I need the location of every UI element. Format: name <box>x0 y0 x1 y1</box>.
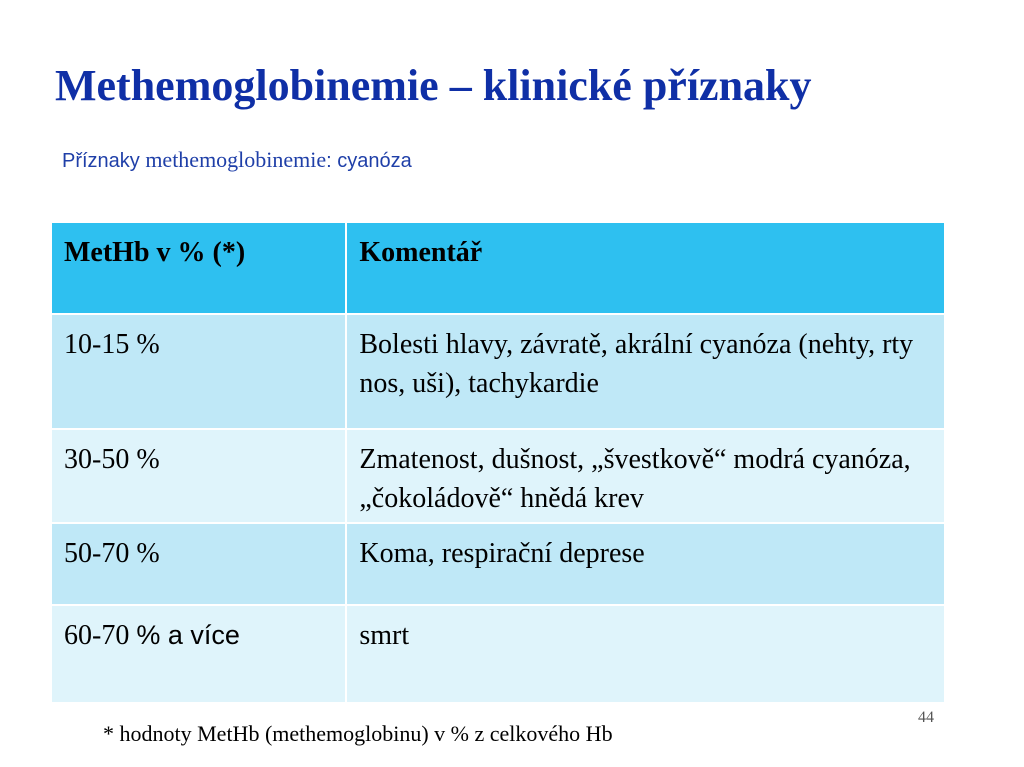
table-row <box>51 605 945 703</box>
table-row <box>51 314 945 429</box>
comment-cell: Koma, respirační deprese <box>346 523 945 605</box>
subtitle-part-4: cyanóza <box>337 150 412 172</box>
level-cell: 30-50 % <box>51 429 346 523</box>
level-prefix: 60-70 <box>64 620 137 651</box>
table-row <box>51 429 945 523</box>
footnote: * hodnoty MetHb (methemoglobinu) v % z celkového Hb <box>103 721 613 746</box>
comment-cell: Zmatenost, dušnost, „švestkově“ modrá cyanóza, „čokoládově“ hnědá krev <box>346 429 945 523</box>
header-comment: Komentář <box>346 222 945 314</box>
comment-cell: Bolesti hlavy, závratě, akrální cyanóza (nehty, rty nos, uši), tachykardie <box>346 314 945 429</box>
level-cell: 10-15 % <box>51 314 346 429</box>
level-suffix: % a více <box>136 620 240 650</box>
subtitle-part-1: Příznaky <box>62 150 140 172</box>
table-row <box>51 523 945 605</box>
subtitle-part-3: : <box>326 150 338 172</box>
slide-title: Methemoglobinemie – klinické příznaky <box>55 61 812 110</box>
level-cell <box>51 605 346 703</box>
level-cell: 50-70 % <box>51 523 346 605</box>
comment-cell: smrt <box>346 605 945 703</box>
page-number: 44 <box>918 709 934 726</box>
header-methb: MetHb v % (*) <box>51 222 346 314</box>
subtitle <box>62 147 412 173</box>
symptoms-table <box>50 221 946 704</box>
table-header-row <box>51 222 945 314</box>
subtitle-part-2: methemoglobinemie <box>139 147 327 172</box>
